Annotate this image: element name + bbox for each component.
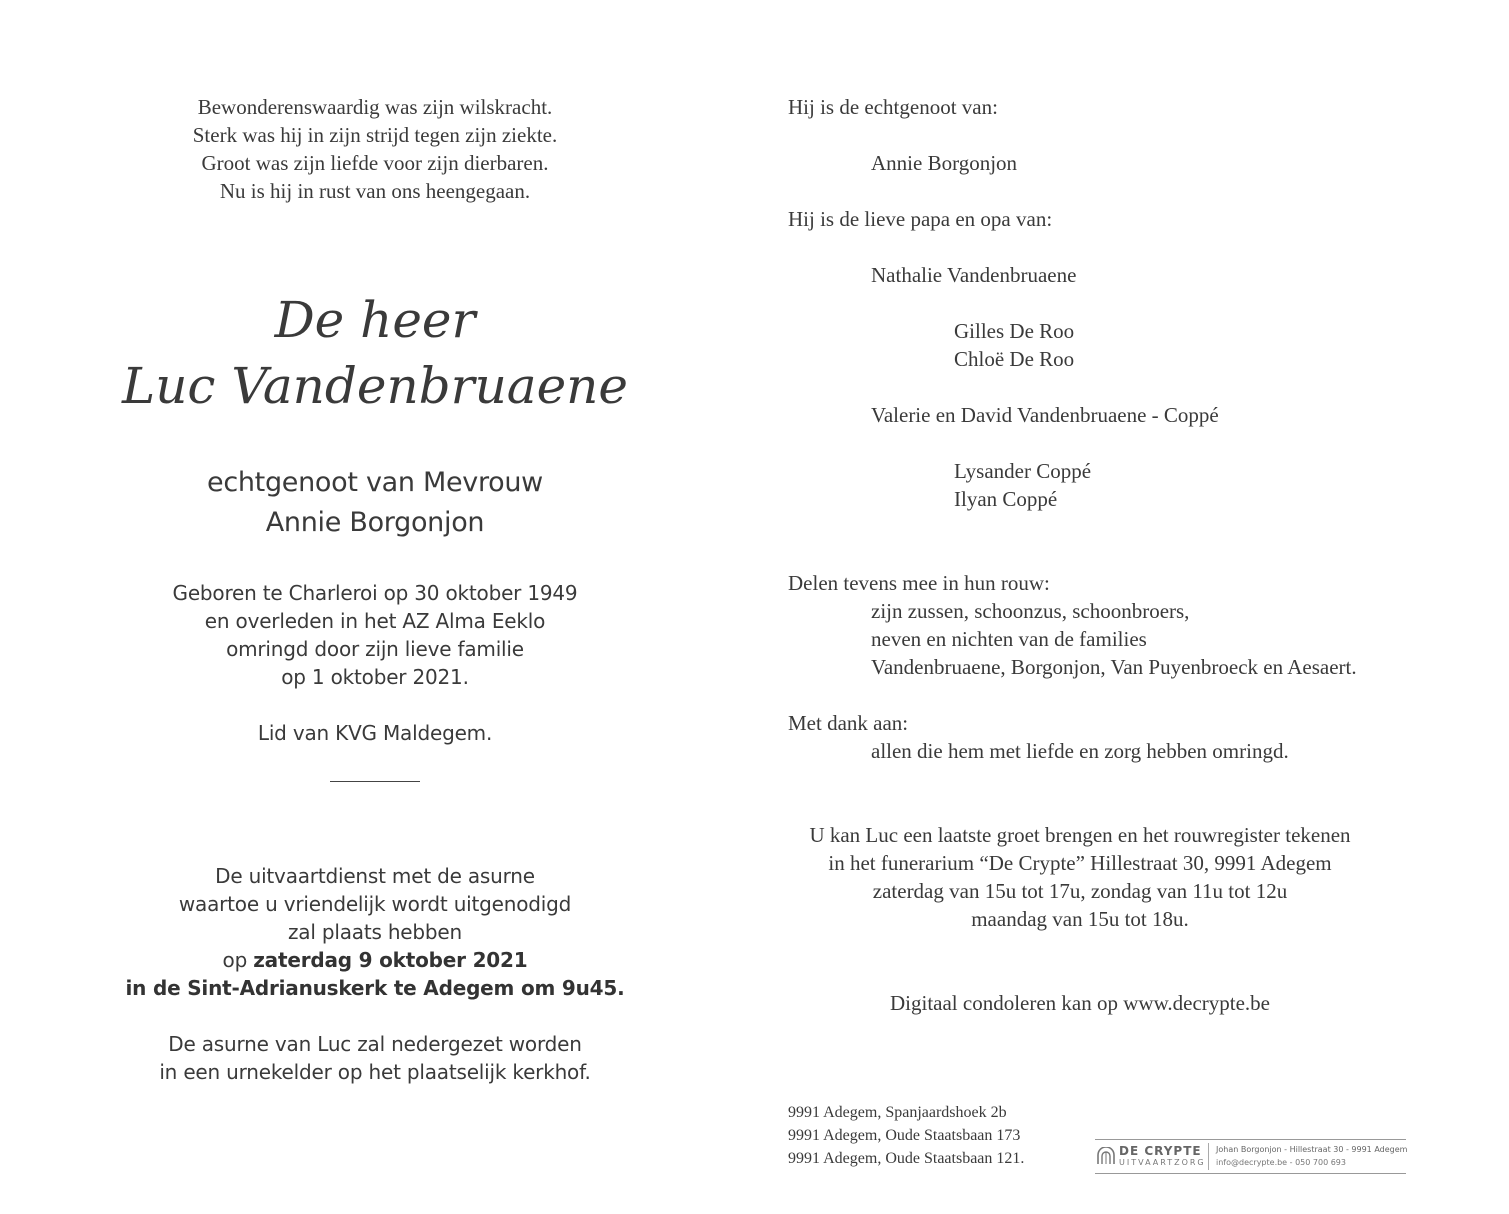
born-line: Geboren te Charleroi op 30 oktober 1949 (172, 581, 578, 605)
membership: Lid van KVG Maldegem. (257, 721, 493, 745)
deceased-name: Luc Vandenbruaene (122, 357, 628, 415)
deceased-title (120, 287, 630, 419)
service-line: zal plaats hebben (287, 920, 462, 944)
birth-death-block (120, 579, 630, 691)
service-location-line (120, 974, 630, 1002)
spouse-block (120, 463, 630, 543)
funeral-home-logo (1095, 1139, 1406, 1174)
poem-line: Nu is hij in rust van ons heengegaan. (219, 179, 531, 203)
service-date-prefix: op (222, 948, 254, 972)
left-column (120, 93, 630, 1086)
logo-subtitle: UITVAARTZORG (1119, 1158, 1206, 1167)
service-date: zaterdag 9 oktober 2021 (253, 948, 528, 972)
visit-line: maandag van 15u tot 18u. (971, 907, 1189, 931)
grandchild-name: Gilles De Roo (954, 319, 1075, 343)
service-block (120, 862, 630, 1002)
visit-block (685, 821, 1475, 1017)
grandchild-name: Ilyan Coppé (954, 487, 1058, 511)
mourning-line: zijn zussen, schoonzus, schoonbroers, (871, 599, 1190, 623)
grandchild-name: Chloë De Roo (954, 347, 1075, 371)
visit-line: zaterdag van 15u tot 17u, zondag van 11u tot 12u (872, 879, 1288, 903)
thanks-heading: Met dank aan: (788, 711, 909, 735)
thanks-line: allen die hem met liefde en zorg hebben omringd. (871, 739, 1289, 763)
mourning-line: neven en nichten van de families (871, 627, 1147, 651)
child-name: Valerie en David Vandenbruaene - Coppé (871, 403, 1219, 427)
born-line: omringd door zijn lieve familie (226, 637, 524, 661)
ashes-line: in een urnekelder op het plaatselijk kerkhof. (159, 1060, 591, 1084)
divider (330, 781, 420, 782)
poem-line: Bewonderenswaardig was zijn wilskracht. (197, 95, 553, 119)
logo-contact-address: Johan Borgonjon - Hillestraat 30 - 9991 Adegem (1216, 1145, 1408, 1154)
mourning-line: Vandenbruaene, Borgonjon, Van Puyenbroeck en Aesaert. (871, 655, 1357, 679)
poem (120, 93, 630, 205)
service-date-line (120, 946, 630, 974)
born-line: en overleden in het AZ Alma Eeklo (204, 609, 546, 633)
title-honorific: De heer (274, 291, 476, 349)
logo-contact-email-phone: info@decrypte.be - 050 700 693 (1216, 1158, 1346, 1167)
service-line: De uitvaartdienst met de asurne (215, 864, 535, 888)
poem-line: Groot was zijn liefde voor zijn dierbaren. (201, 151, 549, 175)
poem-line: Sterk was hij in zijn strijd tegen zijn ziekte. (192, 123, 558, 147)
service-location: in de Sint-Adrianuskerk te Adegem om 9u45. (125, 976, 625, 1000)
crypt-arch-icon (1097, 1147, 1115, 1165)
right-column (788, 93, 1478, 1170)
children-heading: Hij is de lieve papa en opa van: (788, 207, 1053, 231)
spouse-heading: Hij is de echtgenoot van: (788, 95, 998, 119)
ashes-line: De asurne van Luc zal nedergezet worden (168, 1032, 582, 1056)
child-name: Nathalie Vandenbruaene (871, 263, 1077, 287)
grandchild-name: Lysander Coppé (954, 459, 1092, 483)
ashes-block (120, 1030, 630, 1086)
spouse-name-right: Annie Borgonjon (871, 151, 1018, 175)
born-line: op 1 oktober 2021. (281, 665, 469, 689)
address-line: 9991 Adegem, Spanjaardshoek 2b (788, 1104, 1007, 1121)
spouse-label: echtgenoot van Mevrouw (207, 467, 543, 498)
service-line: waartoe u vriendelijk wordt uitgenodigd (178, 892, 572, 916)
address-line: 9991 Adegem, Oude Staatsbaan 173 (788, 1127, 1021, 1144)
visit-line: U kan Luc een laatste groet brengen en het rouwregister tekenen (809, 823, 1351, 847)
spouse-name: Annie Borgonjon (265, 507, 485, 538)
visit-line: in het funerarium “De Crypte” Hillestraat 30, 9991 Adegem (828, 851, 1332, 875)
logo-name: DE CRYPTE (1119, 1144, 1202, 1158)
logo-separator (1208, 1143, 1209, 1170)
condolence-line: Digitaal condoleren kan op www.decrypte.be (890, 991, 1270, 1015)
address-line: 9991 Adegem, Oude Staatsbaan 121. (788, 1150, 1025, 1167)
mourning-heading: Delen tevens mee in hun rouw: (788, 571, 1050, 595)
